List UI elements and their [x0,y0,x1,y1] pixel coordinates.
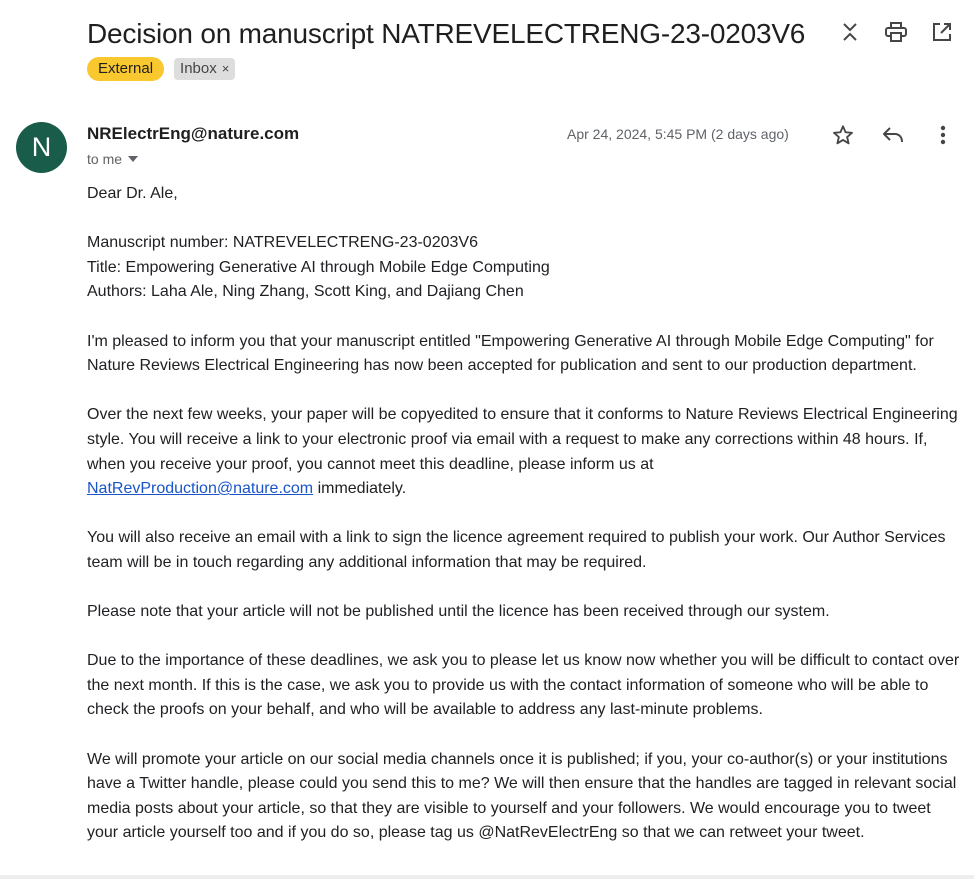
open-in-new-window-button[interactable] [930,20,954,44]
collapse-icon [842,22,858,42]
star-icon [832,124,854,146]
thread-actions [838,20,954,44]
production-email-link[interactable]: NatRevProduction@nature.com [87,480,314,498]
message-actions [831,123,955,147]
copyedit-text-end: immediately. [313,480,407,498]
sender-avatar[interactable]: N [16,122,67,173]
reply-icon [882,126,904,144]
acceptance-paragraph: I'm pleased to inform you that your manuscript entitled "Empowering Generative AI through Mobile Edge Computing" for Nature Reviews Electrical Engineering has now been accepted for publication and sent to our production department. [87,332,934,375]
greeting: Dear Dr. Ale, [87,185,178,202]
collapse-all-button[interactable] [838,20,862,44]
sender-address[interactable]: NRElectrEng@nature.com [87,124,300,143]
dropdown-arrow-icon [128,156,138,162]
recipient-details[interactable] [87,151,138,167]
copyedit-text: Over the next few weeks, your paper will be copyedited to ensure that it conforms to Nature Reviews Electrical Engineering style. You will receive a link to your electronic proof via email with a request to make any corrections within 48 hours. If, when you receive your proof, you cannot meet this deadline, please inform us at [87,406,958,473]
publication-note-paragraph: Please note that your article will not be published until the licence has been received through our system. [87,603,830,621]
remove-label-icon[interactable]: × [221,61,230,76]
authors-line: Authors: Laha Ale, Ning Zhang, Scott King, and Dajiang Chen [87,283,524,301]
deadlines-paragraph: Due to the importance of these deadlines, we ask you to please let us know now whether you will be difficult to contact over the next month. If this is the case, we ask you to provide us with the contact information of someone who will be able to check the proofs on your behalf, and who will be available to address any last-minute problems. [87,652,960,719]
print-button[interactable] [884,20,908,44]
message-date: Apr 24, 2024, 5:45 PM (2 days ago) [567,126,789,142]
star-button[interactable] [831,123,855,147]
email-subject: Decision on manuscript NATREVELECTRENG-23-0203V6 [87,18,806,49]
inbox-label[interactable] [174,58,235,80]
social-media-paragraph: We will promote your article on our social media channels once it is published; if you, your co-author(s) or your institutions have a Twitter handle, please could you send this to me? We will then ensure that the handles are tagged in relevant social media posts about your article, so that they are visible to yourself and your followers. We would encourage you to tweet your article yourself too and if you do so, please tag us @NatRevElectrEng so that we can retweet your tweet. [87,750,957,842]
reply-button[interactable] [881,123,905,147]
inbox-label-text: Inbox [180,60,217,77]
label-row [87,57,235,81]
message-body [87,182,962,871]
more-vertical-icon [940,125,946,145]
external-label: External [87,57,164,81]
title-line: Title: Empowering Generative AI through Mobile Edge Computing [87,258,550,276]
bottom-divider [0,875,974,879]
print-icon [885,22,907,42]
more-options-button[interactable] [931,123,955,147]
recipient-text: to me [87,151,123,167]
open-in-new-window-icon [932,22,952,42]
manuscript-number-line: Manuscript number: NATREVELECTRENG-23-0203V6 [87,234,478,252]
copyedit-paragraph [87,403,962,501]
licence-paragraph: You will also receive an email with a link to sign the licence agreement required to publish your work. Our Author Services team will be in touch regarding any additional information that may be required. [87,529,946,571]
